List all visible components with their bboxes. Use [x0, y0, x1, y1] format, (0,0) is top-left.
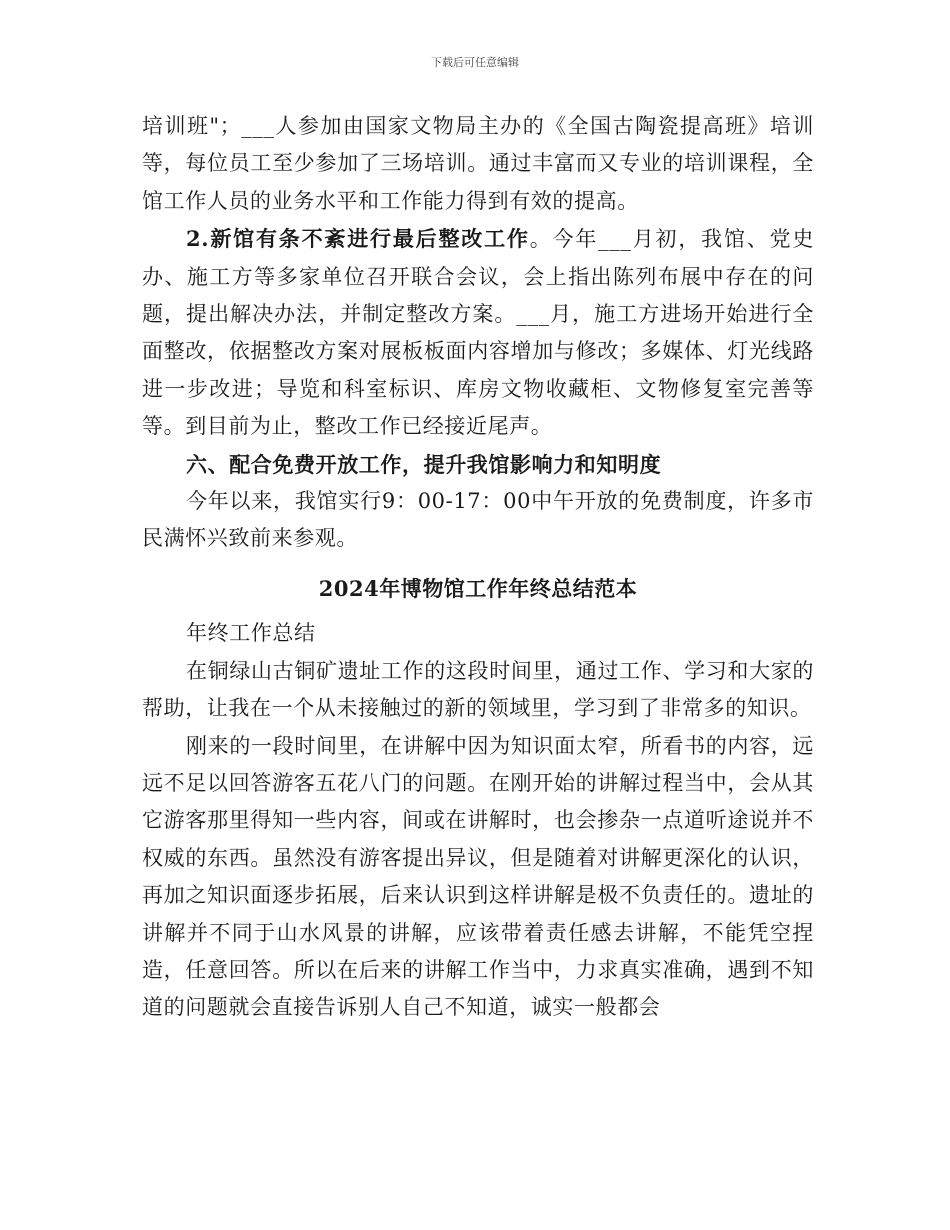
- rectification-heading: 2.新馆有条不紊进行最后整改工作: [186, 226, 530, 252]
- page-header-note: 下载后可任意编辑: [431, 56, 519, 69]
- rectification-paragraph: [142, 220, 814, 445]
- free-opening-paragraph: 今年以来，我馆实行9：00-17：00中午开放的免费制度，许多市民满怀兴致前来参观。: [142, 489, 814, 551]
- document-subtitle: 年终工作总结: [186, 621, 316, 646]
- document-title: 2024年博物馆工作年终总结范本: [318, 575, 638, 601]
- rectification-text: 。今年___月初，我馆、党史办、施工方等多家单位召开联合会议，会上指出陈列布展中存在的问题，提出解决办法，并制定整改方案。___月，施工方进场开始进行全面整改，依据整改方案对展板板面内容增加与修改；多媒体、灯光线路进一步改进；导览和科室标识、库房文物收藏柜、文物修复室完善等等。到目前为止，整改工作已经接近尾声。: [142, 227, 814, 439]
- document-body: [142, 108, 814, 1027]
- section-six-heading: 六、配合免费开放工作，提升我馆影响力和知明度: [186, 451, 662, 477]
- training-paragraph-tail: 培训班"；___人参加由国家文物局主办的《全国古陶瓷提高班》培训等，每位员工至少参加了三场培训。通过丰富而又专业的培训课程，全馆工作人员的业务水平和工作能力得到有效的提高。: [142, 114, 814, 213]
- intro-paragraph: 在铜绿山古铜矿遗址工作的这段时间里，通过工作、学习和大家的帮助，让我在一个从未接触过的新的领域里，学习到了非常多的知识。: [142, 658, 814, 721]
- guiding-experience-paragraph: 刚来的一段时间里，在讲解中因为知识面太窄，所看书的内容，远远不足以回答游客五花八门的问题。在刚开始的讲解过程当中，会从其它游客那里得知一些内容，间或在讲解时，也会掺杂一点道听途说并不权威的东西。虽然没有游客提出异议，但是随着对讲解更深化的认识，再加之知识面逐步拓展，后来认识到这样讲解是极不负责任的。遗址的讲解并不同于山水风景的讲解，应该带着责任感去讲解，不能凭空捏造，任意回答。所以在后来的讲解工作当中，力求真实准确，遇到不知道的问题就会直接告诉别人自己不知道，诚实一般都会: [142, 733, 814, 1020]
